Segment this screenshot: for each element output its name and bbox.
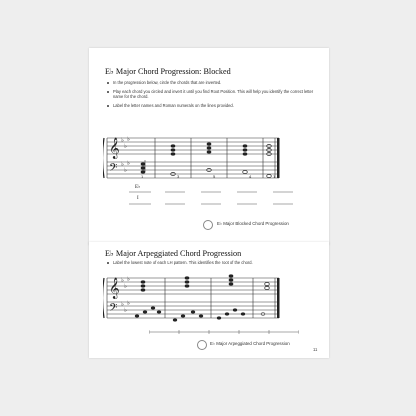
svg-text:♭: ♭ <box>124 143 127 150</box>
blocked-caption: E♭ Major Blocked Chord Progression <box>217 221 289 226</box>
blocked-chords <box>141 142 272 177</box>
example-roman-answer: I <box>137 196 139 201</box>
fingering: 4 <box>249 174 252 179</box>
page-number: 11 <box>313 347 318 352</box>
fingering: 3 <box>177 174 180 179</box>
answer-lines <box>125 184 315 208</box>
svg-text:♭: ♭ <box>127 276 130 283</box>
treble-chords <box>141 274 270 291</box>
completion-checkbox[interactable] <box>197 340 207 350</box>
treble-clef-icon: 𝄞 <box>109 138 120 159</box>
svg-text:♭: ♭ <box>121 277 124 284</box>
svg-text:♭: ♭ <box>127 136 130 143</box>
instruction-item: Label the letter names and Roman numerals on the lines provided. <box>105 103 315 108</box>
key-signature <box>121 136 130 174</box>
completion-checkbox[interactable] <box>203 220 213 230</box>
example-letter-answer: E♭ <box>135 185 141 190</box>
answer-blank-lines <box>125 184 315 208</box>
fingering-row <box>141 174 301 182</box>
svg-text:♭: ♭ <box>124 307 127 314</box>
fingering: 1 <box>141 174 144 179</box>
blocked-instructions <box>105 80 315 112</box>
arpeggio-bracket <box>149 328 299 337</box>
arpeggiated-instructions <box>105 260 315 269</box>
svg-text:♭: ♭ <box>124 167 127 174</box>
worksheet-page-bottom <box>89 242 329 358</box>
svg-text:♭: ♭ <box>121 161 124 168</box>
svg-text:♭: ♭ <box>127 300 130 307</box>
svg-text:♭: ♭ <box>124 283 127 290</box>
bass-clef-icon: 𝄢 <box>109 302 118 317</box>
treble-clef-icon: 𝄞 <box>109 278 120 299</box>
blocked-grand-staff <box>103 124 295 180</box>
root-label-lines <box>149 328 299 336</box>
arpeggiated-progression-title: E♭ Major Arpeggiated Chord Progression <box>105 249 242 258</box>
worksheet-page-top <box>89 48 329 245</box>
arpeggiated-caption: E♭ Major Arpeggiated Chord Progression <box>210 341 290 346</box>
svg-text:♭: ♭ <box>127 160 130 167</box>
bass-clef-icon: 𝄢 <box>109 162 118 177</box>
svg-text:♭: ♭ <box>121 301 124 308</box>
arpeggiated-grand-staff <box>103 270 295 326</box>
blocked-progression-title: E♭ Major Chord Progression: Blocked <box>105 67 231 76</box>
fingering: 5 <box>213 174 216 179</box>
svg-text:♭: ♭ <box>121 137 124 144</box>
instruction-item: Play each chord you circled and invert it until you find Root Position. This will help you identify the correct letter name for the chord. <box>105 89 315 100</box>
fingering: 1 <box>273 174 276 179</box>
instruction-item: In the progression below, circle the chords that are inverted. <box>105 80 315 85</box>
instruction-item: Label the lowest note of each LH pattern. This identifies the root of the chord. <box>105 260 315 265</box>
